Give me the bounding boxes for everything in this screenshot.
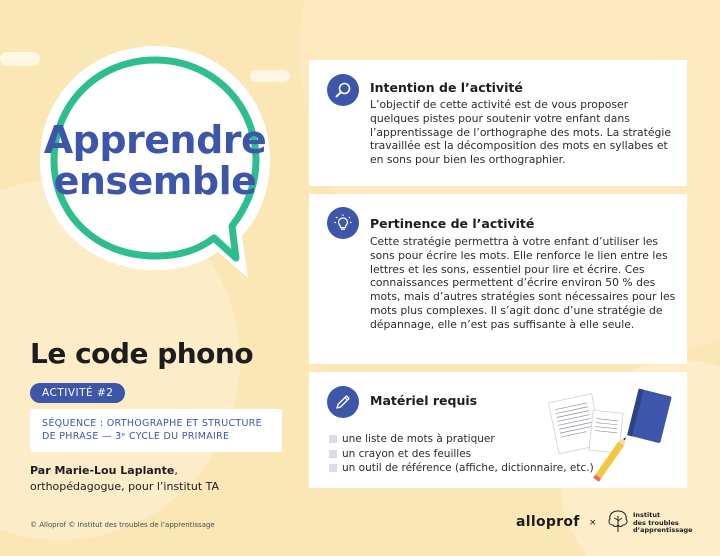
page-title: Le code phono (30, 337, 254, 370)
activity-badge: ACTIVITÉ #2 (30, 383, 125, 403)
list-item: une liste de mots à pratiquer (329, 432, 594, 447)
author-role: orthopédagogue, pour l’institut TA (30, 480, 220, 493)
copyright: © Alloprof © Institut des troubles de l’apprentissage (30, 521, 215, 529)
apprendre-ensemble-logo (30, 38, 280, 288)
logo-line-1: Apprendre (43, 118, 267, 162)
logo-text (30, 120, 280, 202)
card-title: Pertinence de l’activité (370, 216, 535, 231)
logo-line-2: ensemble (53, 159, 257, 203)
checkbox-icon (329, 435, 337, 443)
magnifier-icon (327, 74, 359, 106)
pencil-icon (327, 386, 359, 418)
sequence-box: SÉQUENCE : ORTHOGRAPHE ET STRUCTURE DE PHRASE — 3ᵉ CYCLE DU PRIMAIRE (30, 409, 282, 452)
list-item: un crayon et des feuilles (329, 447, 594, 462)
card-text: Cette stratégie permettra à votre enfant d’utiliser les sons pour écrire les mots. Elle renforce le lien entre les lettres et les sons, essentiel pour lire et écrire. Ces connaissances permettent d’écrire environ 50 % des mots, mais d’autres stratégies sont nécessaires pour les mots plus complexes. Il s’agit donc d’une stratégie de dépannage, elle n’est pas suffisante à elle seule. (370, 235, 676, 331)
card-pertinence (309, 194, 687, 364)
lightbulb-icon (327, 207, 359, 239)
author-name: Par Marie-Lou Laplante (30, 464, 175, 477)
card-title: Intention de l’activité (370, 80, 523, 95)
card-title: Matériel requis (370, 393, 478, 408)
checkbox-icon (329, 450, 337, 458)
alloprof-logo: alloprof (516, 514, 580, 530)
materials-illustration (539, 382, 679, 482)
card-materiel (309, 372, 687, 488)
ita-logo-text: Institut des troubles d’apprentissage (633, 511, 693, 534)
tree-brain-icon (606, 508, 630, 534)
logo-separator: × (589, 518, 597, 528)
card-intention (309, 60, 687, 186)
list-item: un outil de référence (affiche, dictionnaire, etc.) (329, 461, 594, 476)
checkbox-icon (329, 464, 337, 472)
card-text: L’objectif de cette activité est de vous proposer quelques pistes pour soutenir votre enfant dans l’apprentissage de l’orthographe des mots. La stratégie travaillée est la décomposition des mots en syllabes et en sons pour bien les orthographier. (370, 98, 671, 167)
author-block: Par Marie-Lou Laplante, orthopédagogue, pour l’institut TA (30, 464, 220, 493)
